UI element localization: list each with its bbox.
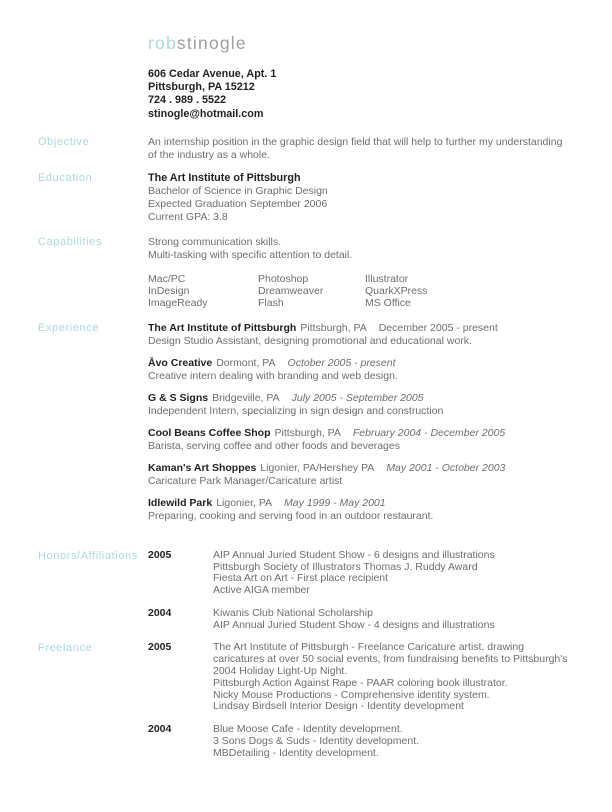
honors-year-group	[148, 608, 572, 632]
freelance-items	[213, 642, 572, 713]
job-headline	[148, 322, 572, 335]
job-location: Pittsburgh, PA	[274, 426, 341, 439]
job-description: Barista, serving coffee and other foods and beverages	[148, 439, 400, 452]
section-label-education: Education	[38, 171, 93, 184]
job-description: Caricature Park Manager/Caricature artist	[148, 474, 343, 487]
job-description: Creative intern dealing with branding and web design.	[148, 369, 398, 382]
job-dates: July 2005 - September 2005	[291, 391, 424, 404]
honors-item: AIP Annual Juried Student Show - 4 designs and illustrations	[213, 618, 495, 631]
section-capabilities	[38, 235, 572, 310]
education-detail-line: Bachelor of Science in Graphic Design	[148, 184, 328, 197]
capabilities-summary-line: Strong communication skills.	[148, 235, 282, 248]
freelance-year: 2004	[148, 723, 172, 736]
job-headline	[148, 427, 572, 440]
contact-block	[148, 68, 612, 121]
experience-jobs	[148, 322, 572, 523]
job-description: Independent Intern, specializing in sign design and construction	[148, 404, 444, 417]
job-company: Idlewild Park	[148, 496, 213, 509]
freelance-item: The Art Institute of Pittsburgh - Freelance Caricature artist, drawing caricatures at over 50 social events, from fundraising benefits to Pittsburgh's 2004 Holiday Light-Up Night.	[213, 641, 568, 678]
job-entry	[148, 427, 572, 453]
honors-item: AIP Annual Juried Student Show - 6 designs and illustrations	[213, 548, 495, 561]
skill-item: Dreamweaver	[258, 285, 324, 298]
section-label-freelance: Freelance	[38, 642, 93, 655]
skills-column	[148, 273, 258, 310]
skill-item: Photoshop	[258, 272, 309, 285]
skills-grid	[148, 273, 572, 310]
logo-last-name: stinogle	[176, 33, 247, 53]
freelance-item: MBDetailing - Identity development.	[213, 746, 379, 759]
skills-column	[258, 273, 365, 310]
job-headline	[148, 462, 572, 475]
job-description: Design Studio Assistant, designing promotional and educational work.	[148, 334, 472, 347]
skill-item: MS Office	[365, 297, 411, 310]
freelance-item: Blue Moose Cafe - Identity development.	[213, 723, 403, 736]
contact-email: stinogle@hotmail.com	[148, 107, 264, 120]
freelance-year-group	[148, 642, 572, 713]
skill-item: InDesign	[148, 285, 190, 298]
section-label-experience: Experience	[38, 321, 100, 334]
freelance-groups	[148, 642, 572, 759]
contact-phone: 724 . 989 . 5522	[148, 94, 227, 107]
job-entry	[148, 462, 572, 488]
job-entry	[148, 392, 572, 418]
capabilities-summary-line: Multi-tasking with specific attention to detail.	[148, 248, 353, 261]
freelance-items	[213, 724, 572, 759]
freelance-item: Pittsburgh Action Against Rape - PAAR coloring book illustrator.	[213, 676, 508, 689]
freelance-item: Lindsay Birdsell Interior Design - Identity development	[213, 700, 464, 713]
section-honors-affiliations	[38, 548, 572, 632]
section-label-objective: Objective	[38, 135, 90, 148]
job-entry	[148, 497, 572, 523]
education-details	[148, 185, 572, 224]
freelance-item: 3 Sons Dogs & Suds - Identity development.	[213, 735, 420, 748]
freelance-item: Nicky Mouse Productions - Comprehensive identity system.	[213, 688, 490, 701]
honors-item: Active AIGA member	[213, 584, 310, 597]
job-dates: February 2004 - December 2005	[352, 426, 506, 439]
job-company: The Art Institute of Pittsburgh	[148, 321, 297, 334]
job-headline	[148, 497, 572, 510]
job-description: Preparing, cooking and serving food in an outdoor restaurant.	[148, 509, 434, 522]
skill-item: Mac/PC	[148, 272, 186, 285]
honors-year: 2004	[148, 606, 172, 619]
education-detail-line: Expected Graduation September 2006	[148, 197, 328, 210]
job-location: Bridgeville, PA	[212, 391, 280, 404]
honors-year-group	[148, 550, 572, 597]
skill-item: Illustrator	[365, 272, 409, 285]
honors-item: Kiwanis Club National Scholarship	[213, 606, 373, 619]
job-location: Dormont, PA	[216, 356, 276, 369]
logo-first-name: rob	[148, 33, 177, 53]
job-dates: October 2005 - present	[287, 356, 396, 369]
job-dates: May 2001 - October 2003	[386, 461, 506, 474]
section-label-capabilities: Capabilities	[38, 235, 103, 248]
job-dates: December 2005 - present	[378, 321, 498, 334]
skill-item: QuarkXPress	[365, 285, 428, 298]
job-headline	[148, 392, 572, 405]
job-headline	[148, 357, 572, 370]
capabilities-summary	[148, 236, 572, 262]
logo	[148, 0, 612, 53]
honors-year: 2005	[148, 548, 172, 561]
honors-item: Fiesta Art on Art - First place recipient	[213, 572, 389, 585]
job-company: Kaman's Art Shoppes	[148, 461, 257, 474]
contact-address-line2: Pittsburgh, PA 15212	[148, 81, 255, 94]
education-detail-line: Current GPA: 3.8	[148, 210, 228, 223]
job-entry	[148, 357, 572, 383]
job-entry	[148, 322, 572, 348]
education-school: The Art Institute of Pittsburgh	[148, 171, 301, 184]
skills-column	[365, 273, 475, 310]
honors-items	[213, 608, 572, 632]
contact-address-line1: 606 Cedar Avenue, Apt. 1	[148, 68, 277, 80]
job-location: Ligonier, PA	[216, 496, 273, 509]
job-location: Ligonier, PA/Hershey PA	[260, 461, 375, 474]
freelance-year: 2005	[148, 641, 172, 654]
honors-groups	[148, 550, 572, 632]
objective-text: An internship position in the graphic design field that will help to further my understanding of the industry as a whole.	[148, 135, 563, 161]
section-objective	[38, 135, 572, 162]
job-company: G & S Signs	[148, 391, 209, 404]
honors-item: Pittsburgh Society of Illustrators Thomas J. Ruddy Award	[213, 560, 478, 573]
job-location: Pittsburgh, PA	[300, 321, 367, 334]
freelance-year-group	[148, 724, 572, 759]
section-label-honors: Honors/Affiliations	[38, 549, 138, 562]
section-education	[38, 171, 572, 224]
job-company: Āvo Creative	[148, 356, 213, 369]
skill-item: ImageReady	[148, 297, 208, 310]
skill-item: Flash	[258, 297, 284, 310]
section-experience	[38, 321, 572, 523]
job-company: Cool Beans Coffee Shop	[148, 426, 271, 439]
job-dates: May 1999 - May 2001	[284, 496, 386, 509]
section-freelance	[38, 641, 572, 759]
honors-items	[213, 550, 572, 597]
